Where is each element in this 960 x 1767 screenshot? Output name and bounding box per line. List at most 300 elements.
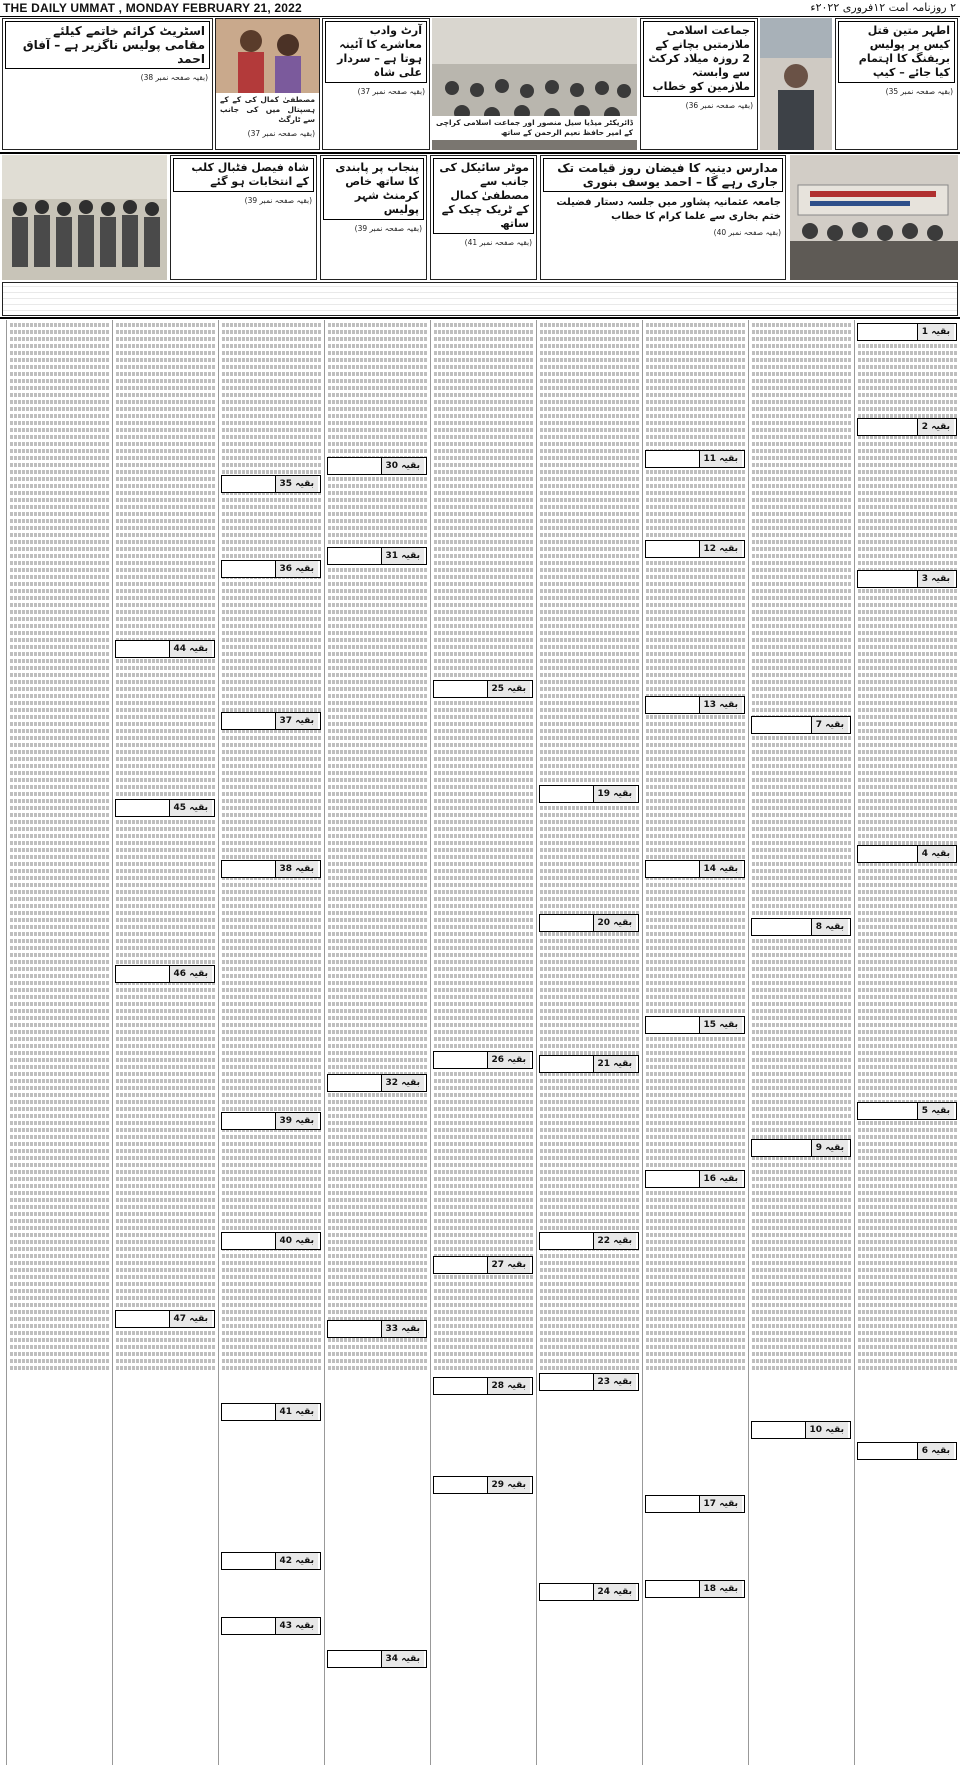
text-line [222,855,321,859]
text-line [646,666,745,670]
text-line [10,561,109,565]
brief-box [433,1051,533,1069]
text-line [10,1317,109,1321]
text-line [434,414,533,418]
text-line [222,1226,321,1230]
text-line [116,988,215,992]
text-line [328,505,427,509]
brief-number: بقیہ 24 [593,1584,636,1600]
text-line [328,680,427,684]
text-line [752,330,851,334]
text-line [540,624,639,628]
text-line [646,897,745,901]
text-line [752,1009,851,1013]
text-line [752,659,851,663]
text-line [540,974,639,978]
text-line [116,1030,215,1034]
text-line [116,904,215,908]
text-line [222,960,321,964]
text-line [328,792,427,796]
text-line [434,533,533,537]
text-line [540,1100,639,1104]
text-line [434,750,533,754]
text-line [222,757,321,761]
text-line [434,841,533,845]
text-line [858,925,957,929]
text-line [540,1289,639,1293]
text-line [222,1261,321,1265]
text-line [752,344,851,348]
text-line [116,442,215,446]
brief-number: بقیہ 9 [811,1140,848,1156]
brief-number: بقیہ 45 [169,800,212,816]
text-line [540,645,639,649]
text-line [540,813,639,817]
text-line [116,897,215,901]
text-line [10,827,109,831]
text-line [222,841,321,845]
text-line [328,869,427,873]
brief-number: بقیہ 13 [699,697,742,713]
caption: ڈائریکٹر میڈیا سیل منصور اور جماعت اسلامی کراچی کے امیر حافظ نعیم الرحمن کے ساتھ [432,116,637,140]
text-line [752,1212,851,1216]
text-column [748,320,854,1765]
headline: پنجاب پر پابندی کا ساتھ خاص کرمنٹ شہر پولیس [323,158,424,220]
text-line [540,554,639,558]
brief-number: بقیہ 7 [811,717,848,733]
text-line [858,540,957,544]
text-line [222,925,321,929]
text-line [646,1345,745,1349]
text-line [434,932,533,936]
text-line [222,946,321,950]
text-line [328,1114,427,1118]
text-line [858,526,957,530]
text-line [752,1044,851,1048]
text-line [752,988,851,992]
text-line [328,449,427,453]
text-line [434,393,533,397]
text-line [646,379,745,383]
text-line [646,575,745,579]
text-line [646,953,745,957]
text-line [540,617,639,621]
text-line [858,603,957,607]
text-line [116,883,215,887]
text-line [858,960,957,964]
text-line [222,918,321,922]
text-line [858,666,957,670]
text-line [540,1086,639,1090]
text-line [540,1037,639,1041]
text-line [116,939,215,943]
text-line [328,386,427,390]
brief-box [857,418,957,436]
text-line [646,1317,745,1321]
text-line [328,820,427,824]
text-line [858,589,957,593]
text-line [540,358,639,362]
text-line [646,582,745,586]
text-line [858,813,957,817]
text-line [858,1191,957,1195]
text-line [434,645,533,649]
text-line [116,715,215,719]
text-line [222,673,321,677]
text-line [116,323,215,327]
text-line [646,722,745,726]
text-line [328,666,427,670]
text-line [328,1261,427,1265]
brief-box [645,450,745,468]
continued-note: (بقیہ صفحہ نمبر 37) [247,129,315,138]
text-line [434,1163,533,1167]
text-line [222,547,321,551]
text-line [646,1107,745,1111]
text-line [10,1359,109,1363]
text-line [434,1324,533,1328]
text-line [328,890,427,894]
brief-box [327,457,427,475]
text-line [540,687,639,691]
text-line [116,1093,215,1097]
text-line [646,1065,745,1069]
text-line [222,974,321,978]
text-line [116,736,215,740]
text-line [752,477,851,481]
text-line [752,449,851,453]
text-line [752,624,851,628]
text-line [328,491,427,495]
text-line [116,778,215,782]
text-line [222,820,321,824]
text-line [646,351,745,355]
text-line [858,1324,957,1328]
text-line [222,337,321,341]
text-line [858,1135,957,1139]
text-line [434,1086,533,1090]
text-line [540,764,639,768]
text-line [116,624,215,628]
text-line [328,323,427,327]
text-line [222,456,321,460]
story-madaris [540,155,786,280]
text-line [222,1331,321,1335]
text-line [10,960,109,964]
text-line [858,512,957,516]
text-line [752,827,851,831]
text-line [10,722,109,726]
headline: اطہر متین قتل کیس پر پولیس بریفنگ کا اہتمام کیا جائے – کیپ [838,21,955,83]
text-line [752,393,851,397]
continued-note: (بقیہ صفحہ نمبر 41) [464,238,532,247]
text-line [752,323,851,327]
text-line [540,1009,639,1013]
text-line [10,988,109,992]
text-line [646,358,745,362]
text-line [222,372,321,376]
text-line [434,911,533,915]
text-line [222,932,321,936]
headline: مصطفیٰ کمال کی کے کے ہسپتال میں کی جانب سے ٹارگٹ [220,95,315,124]
text-line [222,743,321,747]
text-line [10,1149,109,1153]
text-line [434,939,533,943]
text-line [434,617,533,621]
text-line [434,820,533,824]
text-line [222,995,321,999]
text-line [222,1184,321,1188]
text-line [222,799,321,803]
text-line [10,1331,109,1335]
text-line [858,911,957,915]
text-line [540,379,639,383]
text-line [328,1030,427,1034]
text-line [540,1261,639,1265]
text-line [858,1331,957,1335]
text-line [222,638,321,642]
text-line [646,414,745,418]
text-line [540,1079,639,1083]
text-line [434,1191,533,1195]
text-line [752,617,851,621]
text-line [646,925,745,929]
text-line [858,1247,957,1251]
text-column [6,320,112,1765]
text-line [222,764,321,768]
text-line [222,526,321,530]
text-line [10,981,109,985]
text-line [222,911,321,915]
text-line [646,1121,745,1125]
text-line [752,491,851,495]
brief-box [539,785,639,803]
text-line [434,610,533,614]
text-line [858,946,957,950]
text-line [328,715,427,719]
text-line [222,540,321,544]
text-line [540,386,639,390]
text-line [434,547,533,551]
text-line [540,1212,639,1216]
text-line [858,519,957,523]
text-line [328,512,427,516]
text-line [328,673,427,677]
text-line [646,743,745,747]
text-line [858,1086,957,1090]
text-line [222,1135,321,1139]
brief-number: بقیہ 2 [917,419,954,435]
text-line [116,729,215,733]
text-line [10,1198,109,1202]
text-line [858,365,957,369]
brief-number: بقیہ 35 [275,476,318,492]
text-line [116,1002,215,1006]
text-line [752,365,851,369]
text-line [116,344,215,348]
text-line [328,519,427,523]
text-line [646,1149,745,1153]
text-line [434,1156,533,1160]
text-line [858,1093,957,1097]
text-line [646,512,745,516]
text-line [858,1359,957,1363]
text-line [116,995,215,999]
text-line [222,771,321,775]
text-line [222,414,321,418]
text-line [328,988,427,992]
text-line [858,827,957,831]
text-line [434,505,533,509]
text-line [646,372,745,376]
text-line [116,1044,215,1048]
story-street-crime [2,18,213,150]
text-line [752,1058,851,1062]
text-line [646,806,745,810]
text-line [10,680,109,684]
brief-number: بقیہ 46 [169,966,212,982]
text-line [328,442,427,446]
text-line [10,1163,109,1167]
text-line [646,673,745,677]
text-line [222,1366,321,1370]
text-line [328,1023,427,1027]
text-line [10,1093,109,1097]
text-line [328,631,427,635]
text-line [222,778,321,782]
text-line [858,820,957,824]
text-line [434,1100,533,1104]
text-line [10,638,109,642]
text-line [858,358,957,362]
text-line [116,701,215,705]
text-line [434,1114,533,1118]
text-line [858,652,957,656]
text-line [858,400,957,404]
text-line [752,414,851,418]
brief-box [539,1373,639,1391]
text-line [116,1247,215,1251]
brief-box [327,1320,427,1338]
text-line [646,1254,745,1258]
text-line [222,981,321,985]
text-line [540,666,639,670]
brief-number: بقیہ 33 [381,1321,424,1337]
text-line [328,1198,427,1202]
text-line [752,778,851,782]
text-line [540,456,639,460]
text-line [222,1303,321,1307]
text-line [752,1331,851,1335]
text-line [10,421,109,425]
text-line [328,589,427,593]
text-line [328,974,427,978]
brief-box [221,1232,321,1250]
text-line [858,1198,957,1202]
photo-speaker-image [760,18,832,150]
text-line [752,421,851,425]
text-line [116,484,215,488]
text-line [328,617,427,621]
text-line [540,855,639,859]
text-line [752,1205,851,1209]
text-line [222,1170,321,1174]
text-line [646,323,745,327]
text-line [752,638,851,642]
text-line [434,862,533,866]
text-line [858,1051,957,1055]
text-line [434,1170,533,1174]
text-line [540,1352,639,1356]
text-line [858,729,957,733]
text-line [222,680,321,684]
text-line [116,1128,215,1132]
text-line [646,617,745,621]
text-line [10,1072,109,1076]
text-line [540,750,639,754]
text-line [10,953,109,957]
text-line [540,1121,639,1125]
text-line [434,1205,533,1209]
text-line [540,1338,639,1342]
text-line [540,652,639,656]
text-line [222,904,321,908]
text-line [10,750,109,754]
text-line [434,834,533,838]
headline: آرٹ وادب معاشرے کا آئینہ ہوتا ہے – سردار علی شاہ [325,21,427,83]
text-line [540,897,639,901]
text-line [646,589,745,593]
text-line [752,1051,851,1055]
text-line [646,1058,745,1062]
text-line [222,1156,321,1160]
text-line [540,603,639,607]
text-line [540,841,639,845]
text-line [434,1023,533,1027]
text-line [116,1170,215,1174]
text-line [434,988,533,992]
text-line [540,344,639,348]
text-line [752,554,851,558]
text-line [646,470,745,474]
brief-number: بقیہ 16 [699,1171,742,1187]
text-line [10,596,109,600]
text-line [646,1303,745,1307]
text-line [328,1289,427,1293]
brief-number: بقیہ 29 [487,1477,530,1493]
text-line [116,1303,215,1307]
text-line [328,568,427,572]
text-line [646,855,745,859]
text-line [116,610,215,614]
text-line [328,1184,427,1188]
text-line [858,610,957,614]
strip-text [3,283,957,316]
text-line [116,554,215,558]
text-line [858,1037,957,1041]
text-line [858,736,957,740]
text-line [328,855,427,859]
text-line [858,1310,957,1314]
text-line [752,379,851,383]
text-line [10,862,109,866]
text-line [222,449,321,453]
text-line [434,1128,533,1132]
text-line [10,414,109,418]
text-line [222,1296,321,1300]
text-line [858,1254,957,1258]
text-line [540,575,639,579]
